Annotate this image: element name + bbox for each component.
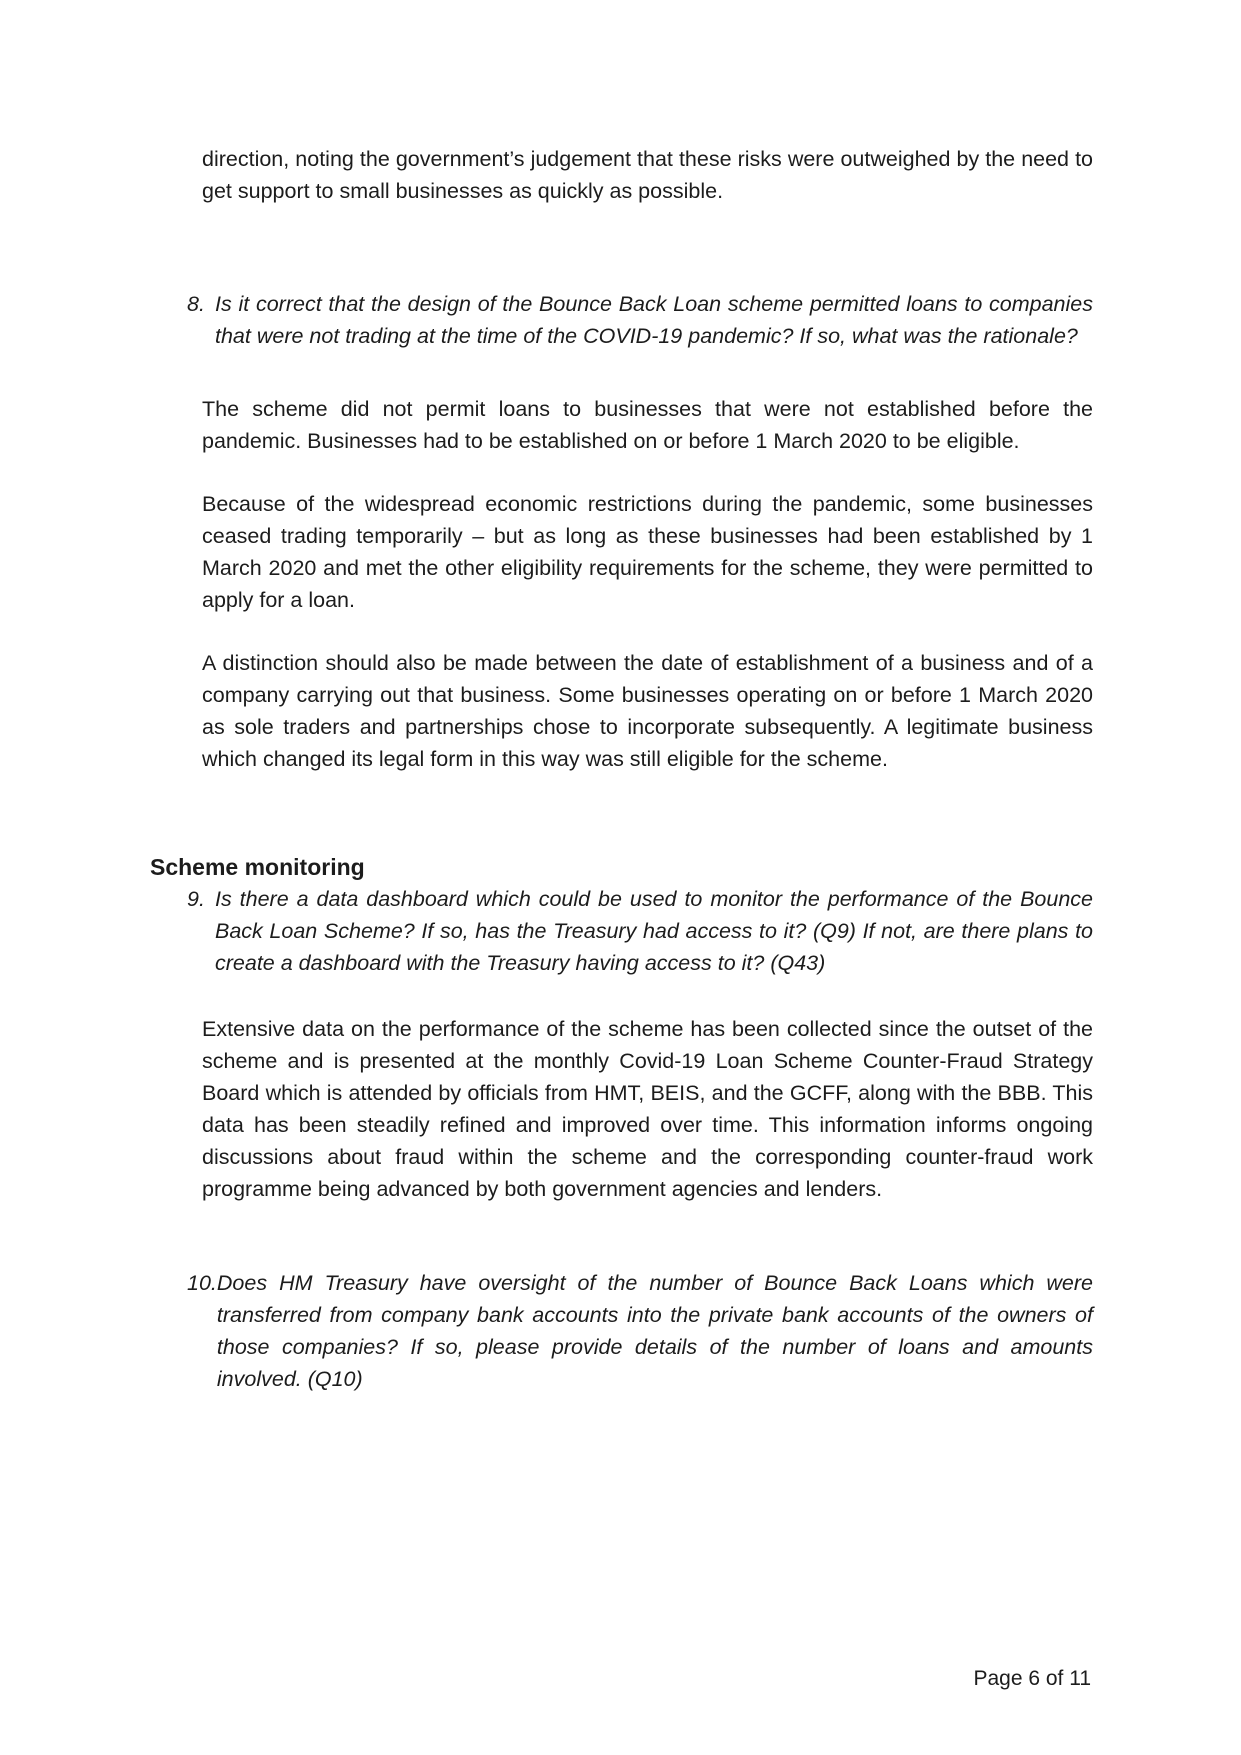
question-8-text: Is it correct that the design of the Bounce Back Loan scheme permitted loans to companies that were not trading at the time of the COVID-19 pandemic? If so, what was the rationale? (215, 292, 1093, 348)
page-number: Page 6 of 11 (973, 1667, 1091, 1690)
question-9-number: 9. (187, 887, 205, 911)
question-10-text: Does HM Treasury have oversight of the number of Bounce Back Loans which were transferred from company bank accounts into the private bank accounts of the owners of those companies? If so, please provide details of the number of loans and amounts involved. (Q10) (216, 1271, 1093, 1391)
question-10-number: 10. (187, 1271, 217, 1295)
question-item-8 (187, 288, 1093, 352)
question-item-10 (187, 1267, 1093, 1395)
section-heading: Scheme monitoring (150, 854, 365, 880)
question-9-text: Is there a data dashboard which could be used to monitor the performance of the Bounce Back Loan Scheme? If so, has the Treasury had access to it? (Q9) If not, are there plans to create a dashboard with the Treasury having access to it? (Q43) (215, 887, 1093, 975)
question-item-9 (187, 883, 1093, 979)
answer-paragraph: A distinction should also be made between the date of establishment of a business and of a company carrying out that business. Some businesses operating on or before 1 March 2020 as sole traders and partnerships chose to incorporate subsequently. A legitimate business which changed its legal form in this way was still eligible for the scheme. (202, 651, 1093, 771)
intro-paragraph: direction, noting the government’s judgement that these risks were outweighed by the need to get support to small businesses as quickly as possible. (202, 147, 1093, 203)
answer-paragraph: Extensive data on the performance of the scheme has been collected since the outset of the scheme and is presented at the monthly Covid-19 Loan Scheme Counter-Fraud Strategy Board which is attended by officials from HMT, BEIS, and the GCFF, along with the BBB. This data has been steadily refined and improved over time. This information informs ongoing discussions about fraud within the scheme and the corresponding counter-fraud work programme being advanced by both government agencies and lenders. (202, 1017, 1093, 1201)
answer-paragraph: Because of the widespread economic restrictions during the pandemic, some businesses ceased trading temporarily – but as long as these businesses had been established by 1 March 2020 and met the other eligibility requirements for the scheme, they were permitted to apply for a loan. (202, 492, 1093, 612)
answer-paragraph: The scheme did not permit loans to businesses that were not established before the pandemic. Businesses had to be established on or before 1 March 2020 to be eligible. (202, 397, 1093, 453)
question-8-number: 8. (187, 292, 205, 316)
